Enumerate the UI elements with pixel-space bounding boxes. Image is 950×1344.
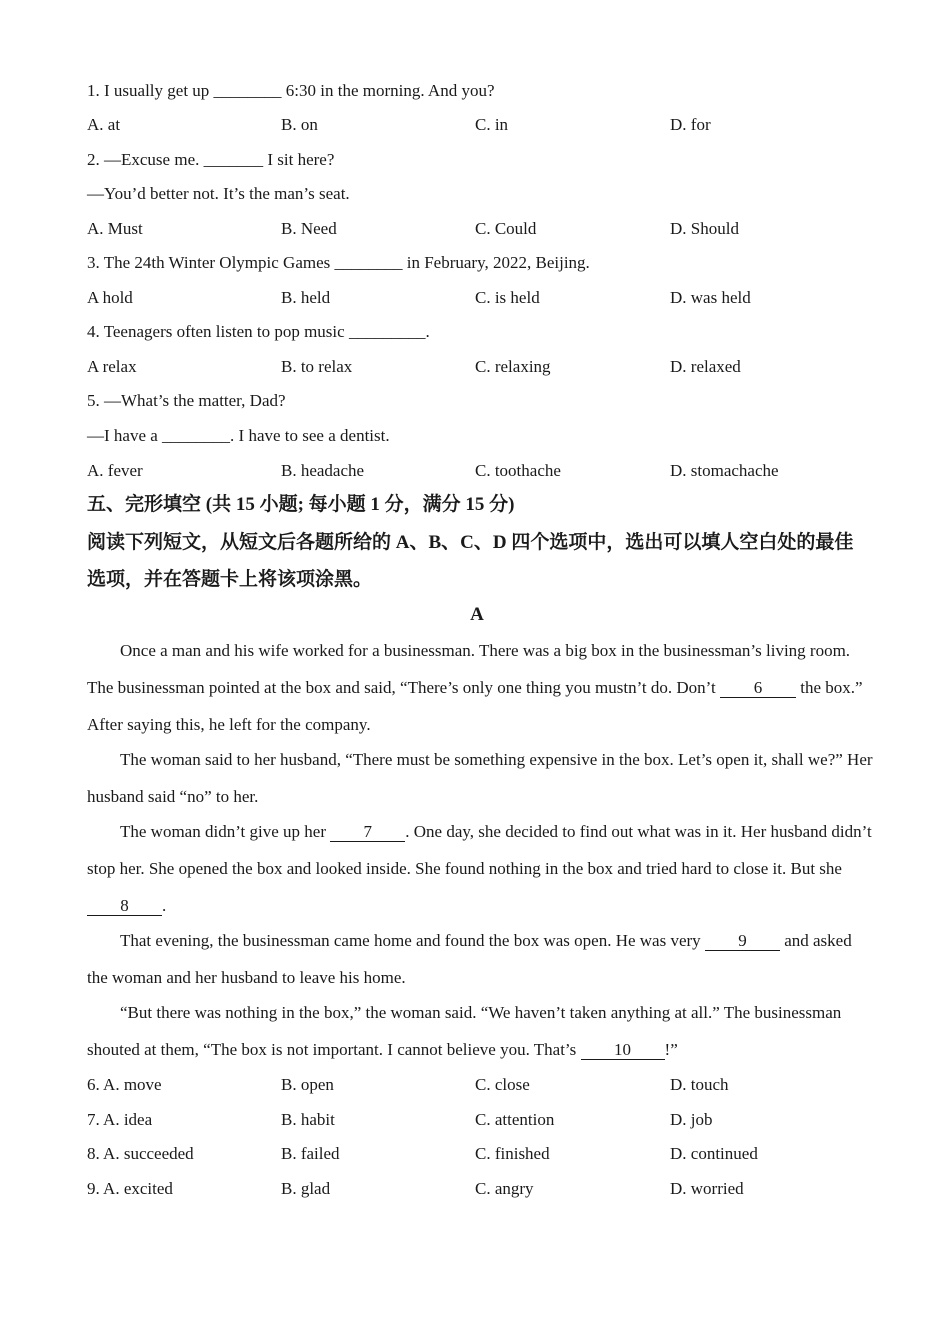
option-d: D. stomachache xyxy=(670,461,779,480)
answer-row-9 xyxy=(87,1178,867,1200)
q2-reply: —You’d better not. It’s the man’s seat. xyxy=(87,184,350,203)
option-c: C. attention xyxy=(475,1110,555,1129)
option-c: C. is held xyxy=(475,288,540,307)
q1-stem: 1. I usually get up ________ 6:30 in the morning. And you? xyxy=(87,81,495,100)
blank-10: 10 xyxy=(581,1041,665,1060)
q5-stem: 5. —What’s the matter, Dad? xyxy=(87,391,286,410)
option-a: 6. A. move xyxy=(87,1075,162,1094)
option-d: D. was held xyxy=(670,288,751,307)
option-c: C. angry xyxy=(475,1179,534,1198)
passage-line: The businessman pointed at the box and said, “There’s only one thing you mustn’t do. Don’t 6 the box.” xyxy=(87,678,863,697)
passage-line: That evening, the businessman came home and found the box was open. He was very 9 and asked xyxy=(120,931,852,950)
option-b: B. headache xyxy=(281,461,365,480)
answer-row-8 xyxy=(87,1143,867,1165)
blank-8: 8 xyxy=(87,897,162,916)
q2-options xyxy=(87,218,867,240)
option-d: D. Should xyxy=(670,219,739,238)
option-c: C. Could xyxy=(475,219,537,238)
option-c: C. finished xyxy=(475,1144,550,1163)
option-d: D. relaxed xyxy=(670,357,741,376)
passage-line: The woman didn’t give up her 7 . One day, she decided to find out what was in it. Her husband didn’t xyxy=(120,822,872,841)
passage-line: stop her. She opened the box and looked inside. She found nothing in the box and tried hard to close it. But she xyxy=(87,859,842,878)
option-a: A. at xyxy=(87,115,121,134)
q2-stem: 2. —Excuse me. _______ I sit here? xyxy=(87,150,335,169)
option-c: C. toothache xyxy=(475,461,561,480)
option-a: 7. A. idea xyxy=(87,1110,153,1129)
passage-line: 8 . xyxy=(87,895,166,917)
blank-6: 6 xyxy=(720,679,796,698)
q4-stem: 4. Teenagers often listen to pop music _________. xyxy=(87,322,430,341)
q3-stem: 3. The 24th Winter Olympic Games ________ in February, 2022, Beijing. xyxy=(87,253,590,272)
blank-7: 7 xyxy=(330,823,405,842)
answer-row-7 xyxy=(87,1109,867,1131)
q5-reply: —I have a ________. I have to see a dentist. xyxy=(87,426,390,445)
option-b: B. open xyxy=(281,1075,334,1094)
section-instruction: 阅读下列短文，从短文后各题所给的 A、B、C、D 四个选项中，选出可以填人空白处的最佳 xyxy=(87,532,854,553)
section-instruction-cont: 选项，并在答题卡上将该项涂黑。 xyxy=(87,569,373,590)
passage-line: husband said “no” to her. xyxy=(87,787,259,806)
option-b: B. to relax xyxy=(281,357,353,376)
option-d: D. touch xyxy=(670,1075,729,1094)
q5-options xyxy=(87,460,867,482)
option-c: C. relaxing xyxy=(475,357,551,376)
passage-line: “But there was nothing in the box,” the woman said. “We haven’t taken anything at all.” The businessman xyxy=(120,1003,842,1022)
option-a: 8. A. succeeded xyxy=(87,1144,194,1163)
q4-options xyxy=(87,356,867,378)
passage-line: shouted at them, “The box is not important. I cannot believe you. That’s 10 !” xyxy=(87,1040,678,1059)
passage-line: The woman said to her husband, “There must be something expensive in the box. Let’s open it, shall we?” Her xyxy=(120,750,873,769)
answer-row-6 xyxy=(87,1074,867,1096)
option-b: B. glad xyxy=(281,1179,331,1198)
option-a: 9. A. excited xyxy=(87,1179,173,1198)
option-d: D. continued xyxy=(670,1144,758,1163)
passage-label: A xyxy=(470,604,484,625)
option-a: A hold xyxy=(87,288,133,307)
passage-line: the woman and her husband to leave his home. xyxy=(87,968,406,987)
option-c: C. close xyxy=(475,1075,530,1094)
q3-options xyxy=(87,287,867,309)
option-d: D. job xyxy=(670,1110,713,1129)
option-a: A relax xyxy=(87,357,137,376)
q1-options xyxy=(87,114,867,136)
option-b: B. failed xyxy=(281,1144,340,1163)
section-title: 五、完形填空 (共 15 小题; 每小题 1 分，满分 15 分) xyxy=(87,494,515,515)
passage-line: After saying this, he left for the company. xyxy=(87,715,371,734)
option-b: B. on xyxy=(281,115,318,134)
option-b: B. held xyxy=(281,288,331,307)
option-c: C. in xyxy=(475,115,509,134)
option-d: D. for xyxy=(670,115,711,134)
passage-line: Once a man and his wife worked for a businessman. There was a big box in the businessman’s living room. xyxy=(120,641,851,660)
option-b: B. Need xyxy=(281,219,337,238)
option-a: A. fever xyxy=(87,461,143,480)
option-b: B. habit xyxy=(281,1110,335,1129)
option-d: D. worried xyxy=(670,1179,744,1198)
option-a: A. Must xyxy=(87,219,143,238)
blank-9: 9 xyxy=(705,932,780,951)
